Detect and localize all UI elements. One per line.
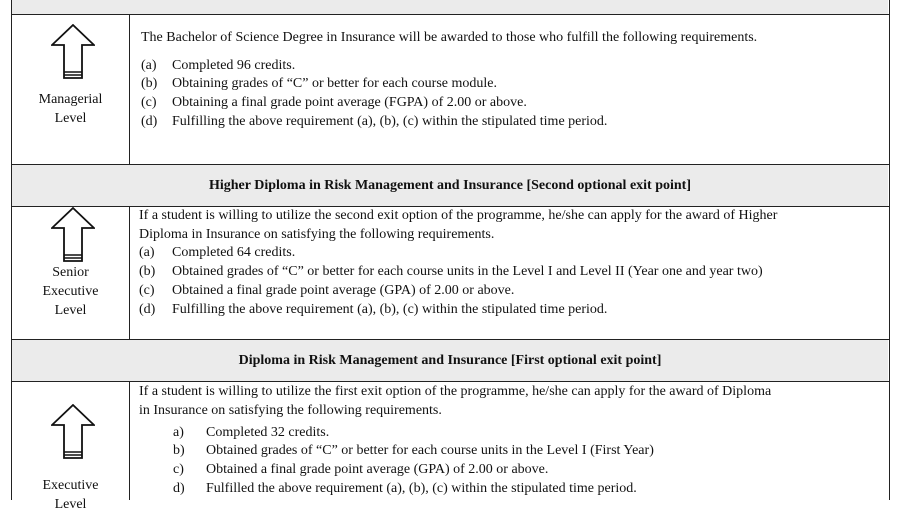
column-divider — [129, 206, 130, 339]
up-arrow-icon — [51, 24, 95, 80]
item-label: (b) — [139, 264, 156, 279]
item-label: c) — [173, 462, 184, 477]
table-border — [11, 381, 889, 382]
level-label-line: Level — [54, 111, 87, 126]
level-label-line: Executive — [42, 284, 99, 299]
item-text: Fulfilling the above requirement (a), (b), (c) within the stipulated time period. — [172, 302, 608, 317]
requirement-item — [173, 425, 329, 441]
level-label-line: Senior — [52, 265, 89, 280]
item-text: Fulfilling the above requirement (a), (b), (c) within the stipulated time period. — [172, 114, 608, 129]
section-intro: If a student is willing to utilize the first exit option of the programme, he/she can apply for the award of Diploma — [139, 384, 772, 399]
requirement-item — [141, 58, 295, 74]
item-label: (d) — [139, 302, 156, 317]
table-border-top — [11, 14, 889, 15]
item-label: (a) — [139, 245, 155, 260]
item-label: d) — [173, 481, 185, 496]
level-label — [12, 90, 129, 128]
requirement-item — [141, 114, 607, 130]
level-label-line: Level — [54, 497, 87, 512]
item-label: (d) — [141, 114, 158, 129]
item-text: Obtained a final grade point average (GPA) of 2.00 or above. — [206, 462, 549, 477]
item-text: Completed 96 credits. — [172, 58, 296, 73]
item-text: Obtaining a final grade point average (FGPA) of 2.00 or above. — [172, 95, 527, 110]
table-border-left — [11, 0, 12, 500]
section-heading — [12, 0, 888, 14]
item-label: (c) — [141, 95, 157, 110]
item-text: Obtained grades of “C” or better for each course units in the Level I (First Year) — [206, 443, 654, 458]
table-border-right — [889, 0, 890, 500]
section-intro: Diploma in Insurance on satisfying the following requirements. — [139, 227, 495, 242]
section-intro: The Bachelor of Science Degree in Insurance will be awarded to those who fulfill the following requirements. — [141, 30, 758, 45]
item-text: Completed 32 credits. — [206, 425, 330, 440]
item-text: Fulfilled the above requirement (a), (b), (c) within the stipulated time period. — [206, 481, 637, 496]
item-text: Obtained grades of “C” or better for each course units in the Level I and Level II (Year one and year two) — [172, 264, 763, 279]
section-intro: in Insurance on satisfying the following requirements. — [139, 403, 442, 418]
section-heading: Higher Diploma in Risk Management and Insurance [Second optional exit point] — [12, 165, 888, 206]
item-label: (b) — [141, 76, 158, 91]
item-text: Obtaining grades of “C” or better for each course module. — [172, 76, 497, 91]
requirement-item — [139, 245, 295, 261]
item-label: b) — [173, 443, 185, 458]
requirement-item — [139, 283, 514, 299]
up-arrow-icon — [51, 404, 95, 460]
requirement-item — [173, 462, 548, 478]
level-label-line: Executive — [42, 478, 99, 493]
level-label-line: Managerial — [38, 92, 103, 107]
requirement-item — [173, 481, 637, 497]
requirement-item — [141, 95, 527, 111]
column-divider — [129, 14, 130, 164]
requirement-item — [141, 76, 497, 92]
item-text: Completed 64 credits. — [172, 245, 296, 260]
requirement-item — [173, 443, 654, 459]
section-intro: If a student is willing to utilize the second exit option of the programme, he/she can apply for the award of Higher — [139, 208, 778, 223]
requirement-item — [139, 302, 607, 318]
item-label: (c) — [139, 283, 155, 298]
item-label: (a) — [141, 58, 157, 73]
item-label: a) — [173, 425, 184, 440]
item-text: Obtained a final grade point average (GPA) of 2.00 or above. — [172, 283, 515, 298]
level-label — [12, 263, 129, 320]
table-border — [11, 206, 889, 207]
level-label — [12, 476, 129, 514]
up-arrow-icon — [51, 207, 95, 263]
requirement-item — [139, 264, 763, 280]
section-heading: Diploma in Risk Management and Insurance [First optional exit point] — [12, 340, 888, 381]
level-label-line: Level — [54, 303, 87, 318]
column-divider — [129, 381, 130, 500]
